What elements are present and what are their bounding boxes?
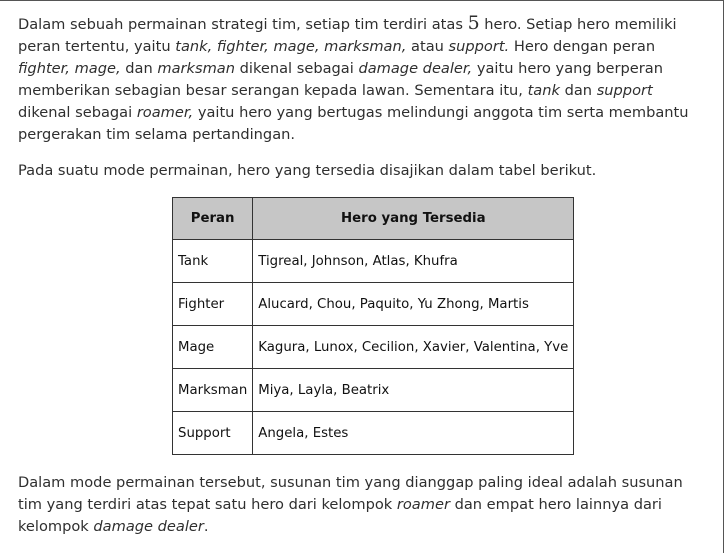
intro-text: hero. Setiap hero memiliki peran tertentu, yaitu bbox=[18, 16, 677, 55]
intro-text: dan bbox=[559, 82, 597, 99]
table-row bbox=[173, 283, 574, 326]
table-row bbox=[173, 412, 574, 455]
intro-text: Hero dengan peran bbox=[509, 38, 656, 55]
role-marksman: marksman bbox=[157, 60, 235, 77]
intro-text: dikenal sebagai bbox=[234, 60, 359, 77]
role-cell: Tank bbox=[173, 240, 253, 283]
intro-paragraph bbox=[18, 14, 708, 146]
term-roamer: roamer, bbox=[136, 104, 194, 121]
question-content bbox=[18, 14, 708, 538]
heroes-cell: Kagura, Lunox, Cecilion, Xavier, Valentina, Yve bbox=[253, 326, 574, 369]
role-list: tank, fighter, mage, marksman, bbox=[175, 38, 407, 55]
table-row bbox=[173, 326, 574, 369]
intro-text: atau bbox=[406, 38, 449, 55]
damage-roles: fighter, mage, bbox=[18, 60, 121, 77]
table-row bbox=[173, 240, 574, 283]
role-support: support bbox=[596, 82, 653, 99]
closing-text: Dalam mode permainan tersebut, susunan tim yang dianggap paling ideal adalah susunan tim yang terdiri atas tepat satu hero dari kelompok bbox=[18, 474, 683, 513]
heroes-cell: Angela, Estes bbox=[253, 412, 574, 455]
intro-text: yaitu hero yang berperan memberikan sebagian besar serangan kepada lawan. Sementara itu, bbox=[18, 60, 663, 99]
role-support: support. bbox=[448, 38, 510, 55]
intro-text: Dalam sebuah permainan strategi tim, setiap tim terdiri atas bbox=[18, 16, 468, 33]
header-role: Peran bbox=[173, 198, 253, 240]
term-damage-dealer: damage dealer bbox=[93, 518, 204, 535]
heroes-cell: Tigreal, Johnson, Atlas, Khufra bbox=[253, 240, 574, 283]
intro-text: dan bbox=[120, 60, 158, 77]
heroes-cell: Miya, Layla, Beatrix bbox=[253, 369, 574, 412]
role-cell: Fighter bbox=[173, 283, 253, 326]
role-cell: Mage bbox=[173, 326, 253, 369]
term-roamer: roamer bbox=[396, 496, 450, 513]
role-tank: tank bbox=[527, 82, 560, 99]
closing-text: dan empat hero lainnya dari kelompok bbox=[18, 496, 662, 535]
table-row bbox=[173, 369, 574, 412]
hero-table bbox=[172, 197, 574, 455]
header-heroes: Hero yang Tersedia bbox=[253, 198, 574, 240]
role-cell: Support bbox=[173, 412, 253, 455]
table-header-row bbox=[173, 198, 574, 240]
closing-paragraph bbox=[18, 472, 708, 538]
role-cell: Marksman bbox=[173, 369, 253, 412]
heroes-cell: Alucard, Chou, Paquito, Yu Zhong, Martis bbox=[253, 283, 574, 326]
hero-count: 5 bbox=[467, 12, 480, 34]
intro-text: dikenal sebagai bbox=[18, 104, 137, 121]
closing-text: . bbox=[203, 518, 209, 535]
intro-text: yaitu hero yang bertugas melindungi anggota tim serta membantu pergerakan tim selama pertandingan. bbox=[18, 104, 689, 143]
table-lead: Pada suatu mode permainan, hero yang tersedia disajikan dalam tabel berikut. bbox=[18, 162, 597, 179]
term-damage-dealer: damage dealer, bbox=[358, 60, 473, 77]
